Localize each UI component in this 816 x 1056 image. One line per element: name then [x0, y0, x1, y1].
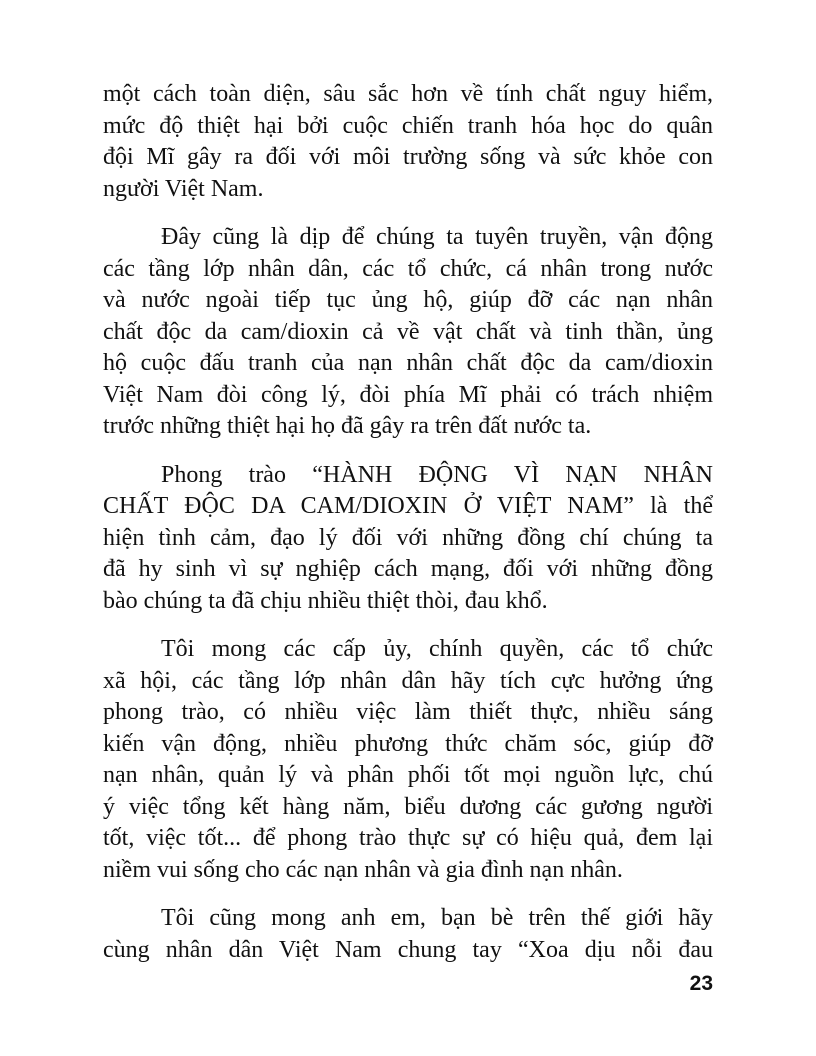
- text-line: và nước ngoài tiếp tục ủng hộ, giúp đỡ các nạn nhân: [103, 287, 713, 313]
- text-line: một cách toàn diện, sâu sắc hơn về tính chất nguy hiểm,: [103, 81, 713, 107]
- text-line: cùng nhân dân Việt Nam chung tay “Xoa dịu nỗi đau: [103, 936, 713, 963]
- text-line: niềm vui sống cho các nạn nhân và gia đình nạn nhân.: [103, 856, 623, 883]
- text-line: Phong trào “HÀNH ĐỘNG VÌ NẠN NHÂN: [161, 461, 713, 488]
- text-line: hộ cuộc đấu tranh của nạn nhân chất độc da cam/dioxin: [103, 350, 713, 376]
- text-line: CHẤT ĐỘC DA CAM/DIOXIN Ở VIỆT NAM” là thể: [103, 493, 713, 519]
- paragraph: [103, 79, 713, 205]
- paragraph: [103, 460, 713, 618]
- page-number: 23: [689, 972, 713, 995]
- text-line: Việt Nam đòi công lý, đòi phía Mĩ phải có trách nhiệm: [103, 381, 713, 408]
- text-line: ý việc tổng kết hàng năm, biểu dương các gương người: [103, 793, 713, 820]
- text-line: người Việt Nam.: [103, 175, 264, 202]
- text-line: tốt, việc tốt... để phong trào thực sự có hiệu quả, đem lại: [103, 825, 713, 851]
- page-body: [103, 79, 713, 966]
- text-line: Tôi cũng mong anh em, bạn bè trên thế giới hãy: [161, 905, 713, 931]
- text-line: Đây cũng là dịp để chúng ta tuyên truyền, vận động: [161, 224, 713, 250]
- text-line: mức độ thiệt hại bởi cuộc chiến tranh hóa học do quân: [103, 112, 713, 139]
- text-line: các tầng lớp nhân dân, các tổ chức, cá nhân trong nước: [103, 255, 713, 282]
- text-line: đội Mĩ gây ra đối với môi trường sống và sức khỏe con: [103, 144, 713, 170]
- paragraph: [103, 903, 713, 966]
- text-line: nạn nhân, quản lý và phân phối tốt mọi nguồn lực, chú: [103, 762, 713, 788]
- text-line: chất độc da cam/dioxin cả về vật chất và tinh thần, ủng: [103, 318, 713, 345]
- text-line: Tôi mong các cấp ủy, chính quyền, các tổ chức: [161, 636, 713, 662]
- text-line: hiện tình cảm, đạo lý đối với những đồng chí chúng ta: [103, 524, 713, 551]
- text-line: trước những thiệt hại họ đã gây ra trên đất nước ta.: [103, 413, 592, 439]
- text-line: kiến vận động, nhiều phương thức chăm sóc, giúp đỡ: [103, 730, 713, 757]
- paragraph: [103, 222, 713, 443]
- text-line: bào chúng ta đã chịu nhiều thiệt thòi, đau khổ.: [103, 587, 548, 614]
- paragraph: [103, 634, 713, 886]
- text-line: xã hội, các tầng lớp nhân dân hãy tích cực hưởng ứng: [103, 667, 713, 694]
- text-line: phong trào, có nhiều việc làm thiết thực, nhiều sáng: [103, 699, 713, 725]
- text-line: đã hy sinh vì sự nghiệp cách mạng, đối với những đồng: [103, 556, 713, 582]
